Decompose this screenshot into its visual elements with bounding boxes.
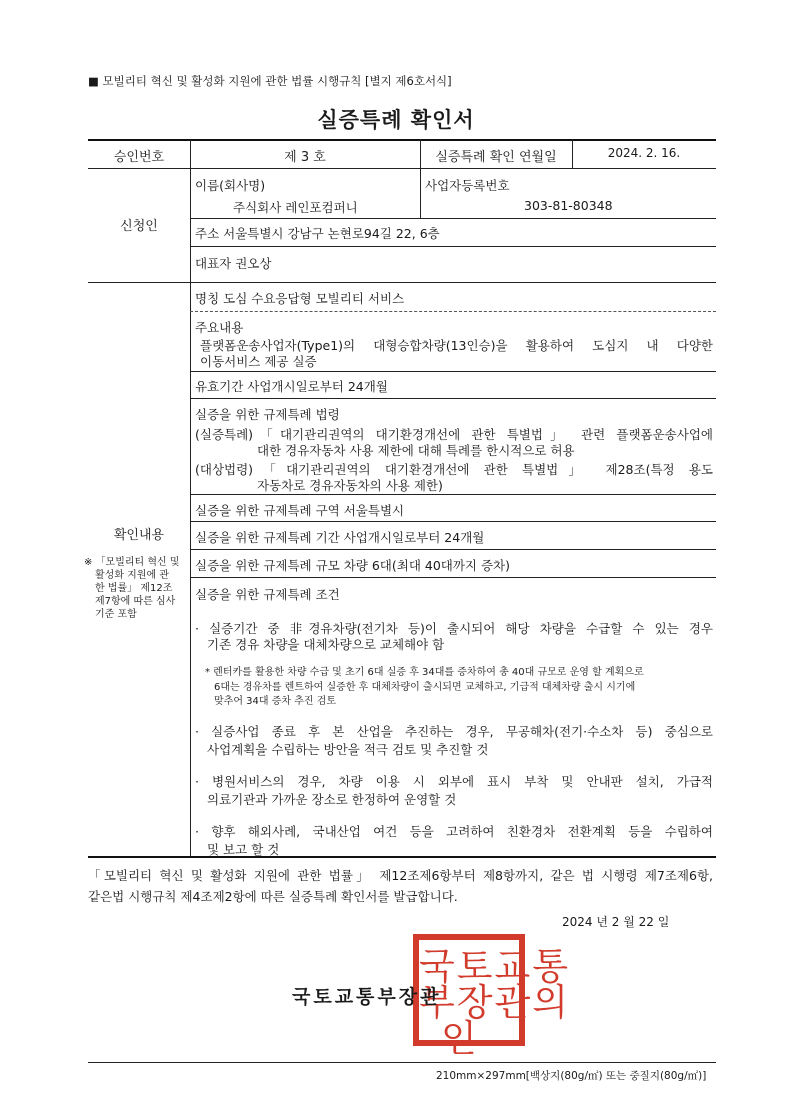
page-title: 실증특례 확인서 bbox=[317, 108, 475, 132]
rule bbox=[190, 246, 716, 247]
approval-date-label: 실증특례 확인 연월일 bbox=[435, 150, 557, 165]
condition-item: 기존 경유 차량을 대체차량으로 교체해야 함 bbox=[207, 637, 445, 652]
condition-item: · 실증기간 중 非경유차량(전기차 등)이 출시되어 해당 차량을 수급할 수 있는 경우 bbox=[195, 621, 713, 636]
side-note-line: 기준 포함 bbox=[95, 609, 137, 620]
law-text: 자동차로 경유자동차의 사용 제한) bbox=[257, 478, 443, 493]
law-text: 대한 경유자동차 사용 제한에 대해 특례를 한시적으로 허용 bbox=[257, 443, 575, 458]
issuer-title: 국토교통부장관 bbox=[292, 986, 442, 1008]
approval-number-label: 승인번호 bbox=[113, 150, 165, 165]
condition-note: 6대는 경유차를 렌트하여 실증한 후 대체차량이 출시되면 교체하고, 기급적 대체차량 출시 시기에 bbox=[214, 682, 636, 693]
main-content-label: 주요내용 bbox=[195, 320, 244, 335]
business-number-label: 사업자등록번호 bbox=[425, 178, 510, 193]
footer-rule bbox=[88, 1062, 716, 1063]
law-text: (대상법령)「대기관리권역의 대기환경개선에 관한 특별법」 제28조(특정 용도 bbox=[195, 462, 713, 477]
conditions-label: 실증을 위한 규제특례 조건 bbox=[195, 587, 340, 602]
rule bbox=[190, 549, 716, 550]
address: 주소 서울특별시 강남구 논현로94길 22, 6층 bbox=[195, 226, 440, 241]
condition-item: · 병원서비스의 경우, 차량 이용 시 외부에 표시 부착 및 안내판 설치, 가급적 bbox=[195, 774, 713, 789]
service-name: 명칭 도심 수요응답형 모빌리티 서비스 bbox=[195, 291, 405, 306]
main-content-text: 플랫폼운송사업자(Type1)의 대형승합차량(13인승)을 활용하여 도심지 내 다양한 bbox=[200, 338, 713, 353]
main-content-text: 이동서비스 제공 실증 bbox=[200, 354, 317, 369]
condition-item: · 향후 해외사례, 국내산업 여건 등을 고려하여 친환경차 전환계획 등을 수립하여 bbox=[195, 824, 713, 839]
law-text: (실증특례)「대기관리권역의 대기환경개선에 관한 특별법」 관련 플랫폼운송사업에 bbox=[195, 427, 713, 442]
confirm-label: 확인내용 bbox=[113, 528, 165, 543]
condition-item: 및 보고 할 것 bbox=[207, 842, 280, 857]
table-bottom-border bbox=[88, 856, 716, 858]
form-reference: ■ 모빌리티 혁신 및 활성화 지원에 관한 법률 시행규칙 [별지 제6호서식] bbox=[88, 74, 452, 88]
approval-date-value: 2024. 2. 16. bbox=[607, 146, 681, 160]
rule bbox=[190, 218, 716, 219]
validity-period: 유효기간 사업개시일로부터 24개월 bbox=[195, 379, 388, 394]
condition-item: · 실증사업 종료 후 본 산업을 추진하는 경우, 무공해차(전기·수소차 등) 중심으로 bbox=[195, 724, 713, 739]
rule bbox=[190, 371, 716, 372]
issuance-statement: 「모빌리티 혁신 및 활성화 지원에 관한 법률」 제12조제6항부터 제8항까지, 같은 법 시행령 제7조제6항, bbox=[88, 868, 713, 883]
rule bbox=[190, 398, 716, 399]
condition-note: 맞추어 34대 증차 추진 검토 bbox=[214, 696, 337, 707]
rule bbox=[190, 311, 716, 312]
side-note-line: 제7항에 따른 심사 bbox=[95, 596, 176, 607]
applicant-label: 신청인 bbox=[120, 219, 158, 234]
official-seal: 국토교통 부장관의 인 bbox=[413, 934, 525, 1046]
approval-number-value: 제 3 호 bbox=[284, 150, 326, 165]
issue-date: 2024 년 2 월 22 일 bbox=[562, 915, 670, 929]
company-name-label: 이름(회사명) bbox=[195, 178, 266, 193]
condition-item: 사업계획을 수립하는 방안을 적극 검토 및 추진할 것 bbox=[207, 742, 489, 757]
rule bbox=[190, 521, 716, 522]
rule bbox=[88, 168, 716, 169]
side-note-line: 활성화 지원에 관 bbox=[95, 570, 169, 581]
side-note-line: ※ 「모빌리티 혁신 및 bbox=[84, 557, 180, 568]
law-label: 실증을 위한 규제특례 법령 bbox=[195, 407, 340, 422]
special-area: 실증을 위한 규제특례 구역 서울특별시 bbox=[195, 503, 405, 518]
rule bbox=[190, 577, 716, 578]
paper-spec: 210mm×297mm[백상지(80g/㎡) 또는 중질지(80g/㎡)] bbox=[436, 1070, 707, 1082]
side-note-line: 한 법률」 제12조 bbox=[95, 583, 173, 594]
table-top-border bbox=[88, 139, 716, 141]
special-period: 실증을 위한 규제특례 기간 사업개시일로부터 24개월 bbox=[195, 530, 485, 545]
representative: 대표자 권오상 bbox=[195, 256, 272, 271]
condition-item: 의료기관과 가까운 장소로 한정하여 운영할 것 bbox=[207, 792, 457, 807]
company-name-value: 주식회사 레인포컴퍼니 bbox=[233, 200, 358, 215]
special-scale: 실증을 위한 규제특례 규모 차량 6대(최대 40대까지 증차) bbox=[195, 558, 511, 573]
rule bbox=[88, 282, 716, 283]
business-number-value: 303-81-80348 bbox=[524, 198, 613, 213]
condition-note: * 렌터카를 활용한 차량 수급 및 초기 6대 실증 후 34대를 증차하여 총 40대 규모로 운영 할 계획으로 bbox=[205, 667, 644, 678]
issuance-statement: 같은법 시행규칙 제4조제2항에 따른 실증특례 확인서를 발급합니다. bbox=[88, 889, 458, 904]
rule bbox=[190, 494, 716, 495]
